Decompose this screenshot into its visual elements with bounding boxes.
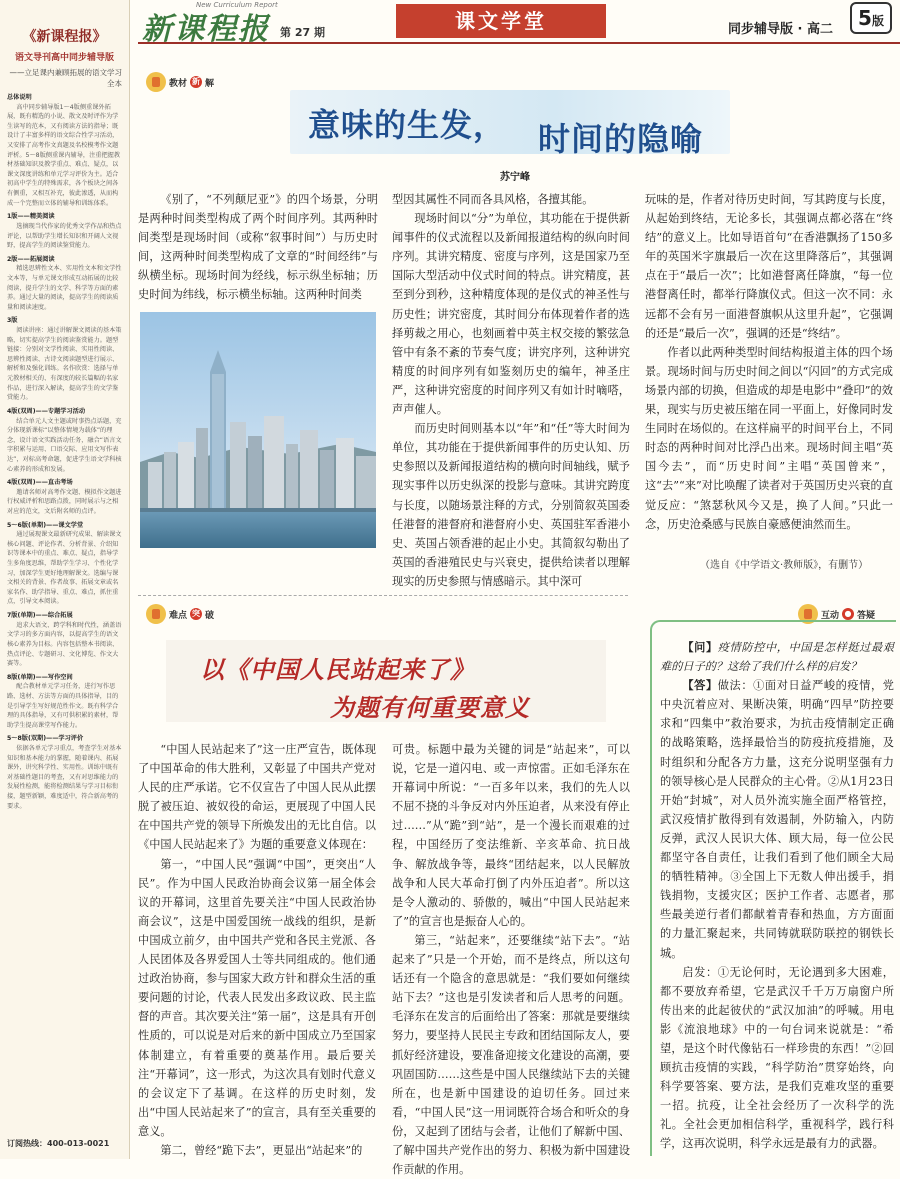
paragraph: 可贵。标题中最为关键的词是“站起来”，可以说，它是一道闪电、或一声惊雷。正如毛泽东在开幕词中所说：“一百多年以来，我们的先人以不屈不挠的斗争反对内外压迫者，从来没有停止过……”从“跪”到“站”，是一个漫长而艰难的过程，中国经历了变法维新、辛亥革命、抗日战争、解放战争等，最终“团结起来，以人民解放战争和人民大革命打倒了内外压迫者”。所以这是令人激动的、骄傲的，喊出“中国人民站起来了”的宣言也是振奋人心的。 (392, 743, 630, 928)
sidebar-section-heading: 7版(单期)——综合拓展 (7, 612, 73, 620)
paragraph: 《别了，“不列颠尼亚”》的四个场景，分明是两种时间类型构成了两个时间序列。其两种时间类型是现场时间（或称“叙事时间”）与历史时间，这两种时间类型构成了文章的“时间经纬”与纵横坐标。现场时间为经线，标示纵坐标轴；历史时间为纬线，标示横坐标轴。这两种时间类 (138, 193, 378, 302)
answer-text: 做法：①面对日益严峻的疫情，党中央沉着应对、果断决策，明确“四早”防控要求和“四集中”救治要求，为抗击疫情制定正确的战略策略，选择最恰当的防疫抗疫措施，及时组织和分配各方力量，这充分说明坚强有力的领导核心是人民群众的主心骨。②从1月23日开始“封城”，对人员外流实施全面严格管控，武汉疫情扩散得到有效遏制，外防输入，内防反弹，武汉人民识大体、顾大局，每一位公民都坚守各自责任，让我们看到了他们顾全大局的牺牲精神。③全国上下无数人伸出援手，捐钱捐物，支援灾区；医护工作者、志愿者，那些最美逆行者们都献着青春和热血，方方面面的力量汇聚起来，共同铸就联防联控的钢铁长城。 (660, 679, 894, 960)
article2-tag-prefix: 难点 (169, 610, 188, 621)
inspiration-text: 启发：①无论何时，无论遇到多大困难，都不要放弃希望，它是武汉千千万万扇窗户所传出来的此起彼伏的“武汉加油”的呼喊。用电影《流浪地球》中的一句台词来说就是：“希望，是这个时代像钻石一样珍贵的东西！”②回顾抗击疫情的实践，“科学防治”贯穿始终，向科学要答案、要方法，是我们克难攻坚的重要一招。抗疫，让全社会经历了一次科学的洗礼。全社会更加相信科学，重视科学，践行科学，这再次说明，科学永远是最有力的武器。 (660, 965, 894, 1151)
sidebar-section-heading: 5～8版(双期)——学习评价 (7, 735, 84, 743)
paragraph: “中国人民站起来了”这一庄严宣告，既体现了中国革命的伟大胜利，又彰显了中国共产党对人民的庄严承诺。它不仅宣告了中国人民从此摆脱了被压迫、被奴役的命运，更展现了中国人民在中国共产党的领导下所焕发出的无比自信。以《中国人民站起来了》为题的重要意义体现在： (138, 743, 376, 852)
article2-title-line2: 为题有何重要意义 (330, 693, 530, 722)
newspaper-logo: 新课程报 (142, 12, 270, 47)
sidebar-section-heading: 1版——精美阅读 (7, 213, 55, 221)
sidebar-sections (7, 93, 122, 811)
answer-label: 【答】 (682, 678, 718, 693)
page-header (138, 0, 900, 47)
book-icon (146, 72, 166, 92)
sidebar-section-heading: 4版(双周)——直击考场 (7, 479, 73, 487)
article1-title-line1: 意味的生发， (308, 106, 507, 144)
article2-title-line1: 以《中国人民站起来了》 (200, 655, 475, 684)
article1-author: 苏宁峰 (500, 172, 530, 183)
qa-tag-prefix: 互动 (821, 610, 840, 621)
hong-kong-skyline-photo (140, 312, 376, 548)
paragraph: 玩味的是，作者对待历史时间，写其跨度与长度，从起始到终结，无论多长，其强调点都必落在“终结”的意义上。比如导语首句“在香港飘扬了150多年的英国米字旗最后一次在这里降落后”，其强调点在于“最后一次”；比如港督离任降旗，“每一位港督离任时，都举行降旗仪式。但这一次不同：永远都不会有另一面港督旗帜从这里升起”，它强调的还是“最后一次”，强调的还是“终结”。 (645, 193, 893, 340)
sidebar-section-text: 高中同步辅导版1～4版侧重课外拓展，既有精选的小说、散文及时评作为学生读写的范本，又有阅读方法的指导；既设计了丰富多样的语文综合性学习活动，又安排了高考作文真题及名校模考作文题评析。5～8版侧重课内辅导，注重把握教材基础知识及教学重点、难点、疑点，以课文深度讲练和单元学习评价为主。适合初高中学生的特殊需求，各个板块之间各有侧重，又相互补充，彼此渗透，从而构成一个完整而立体的辅导和训练体系。 (7, 103, 121, 207)
sidebar-section-heading: 5～6版(单期)——课文学堂 (7, 521, 84, 529)
paragraph: 型因其属性不同而各具风格，各擅其能。 (392, 193, 594, 206)
sidebar-section-heading: 3版 (7, 317, 18, 325)
article2-tag-suffix: 破 (205, 610, 215, 621)
divider (138, 595, 628, 596)
pen-icon (146, 604, 166, 624)
edition-label: 同步辅导版 · 高二 (728, 22, 833, 37)
sidebar-section-heading: 8版(单期)——写作空间 (7, 673, 73, 681)
sidebar-section-text: 依据各单元学习重点，考查学生对基本知识和基本能力的掌握，随着课内、拓展课外，讲究科学性、实用性。训练中既有对基础性题目的考查，又有对思维能力的发展性检测，能将检测结果与学习目标衔接，题型新颖，难度适中，符合新高考的要求。 (7, 745, 122, 810)
sidebar (0, 0, 130, 1159)
article1-tag-em: 新 (192, 77, 201, 86)
article2-tag (146, 604, 214, 624)
sidebar-section-text: 选摘现当代作家的优秀文学作品和热点评论，以帮助学生增长知识和开阔人文视野，提高学生的阅读鉴赏能力。 (7, 222, 122, 250)
qa-tag-dot: ● (842, 608, 854, 620)
sidebar-section-text: 精选思辨性文本、实用性文本和文学性文本等，与单元课文形成互动拓展的比较阅读，提升学生的文学、科学等方面的素养。通过大量的阅读，提高学生的阅读质量和阅读速度。 (7, 265, 122, 311)
skyline-illustration (140, 312, 376, 548)
paragraph: 第二，曾经“跪下去”，更显出“站起来”的 (160, 1143, 363, 1157)
article2-column1 (138, 740, 376, 1157)
sidebar-section-text: 通过展现课文最新研究成果、解读课文核心问题、评论作者、分析背景、介绍知识等课本中的重点、难点、疑点，指导学生多角度思维，帮助学生学习、个性化学习，加深学生更好地理解课文。选编与课文相关的背景、作者故事、拓展文章或名家名作、助学指导、重点、难点，抓住重点，引导文本阅读。 (7, 531, 122, 606)
sidebar-section-heading: 4版(双周)——专题学习活动 (7, 407, 86, 415)
article1-column1 (138, 190, 378, 310)
sidebar-section-heading: 总体说明 (7, 94, 32, 101)
sidebar-section-heading: 2版——拓展阅读 (7, 255, 55, 263)
page-unit: 版 (871, 14, 884, 28)
question-text: 疫情防控中，中国是怎样挺过最艰难的日子的？这给了我们什么样的启发？ (660, 641, 894, 674)
subscription-hotline: 订阅热线：400-013-0021 (7, 1139, 110, 1148)
paragraph: 作者以此两种类型时间结构报道主体的四个场景。现场时间与历史时间之间以“闪回”的方式完成场景内部的切换，但造成的却是电影中“叠印”的效果，现实与历史被压缩在同一平面上，好像同时发生同时在场似的。在这样扁平的时间平台上，不同时态的两种时间对比浮凸出来。现场时间主唱“英国今去”，而“历史时间”主唱“英国曾来”，这“去”“来”对比唤醒了读者对于英国历史兴衰的直觉反应：“煞瑟秋风今又是，换了人间。”只此一念，历史沧桑感与民族自豪感便油然而生。 (645, 345, 893, 531)
article2-tag-em: 突 (192, 609, 201, 618)
qa-tag-suffix: 答疑 (857, 610, 876, 621)
paragraph: 第三，“站起来”，还要继续“站下去”。“站起来了”只是一个开始，而不是终点，所以这句话还有一个隐含的意思就是：“我们要如何继续站下去？”这也是引发读者和后人思考的问题。毛泽东在发言的后面给出了答案：那就是要继续努力，要坚持人民民主专政和团结国际友人，要抓好经济建设，要准备迎接文化建设的高潮，要巩固国防……这些是中国人民继续站下去的关键所在，也是新中国建设的迫切任务。回过来看，“中国人民”这一用词既符合场合和听众的身份，又起到了团结与会者，让他们了解新中国、了解中国共产党作出的努力、积极为新中国建设作贡献的作用。 (392, 933, 630, 1177)
article1-column3 (645, 190, 893, 548)
qa-content (660, 638, 894, 1154)
page-number: 5 (858, 6, 872, 30)
sidebar-section-text: 邀请名师对高考作文题、模拟作文题进行权威评析和思路点拨，同时展示与之相对应的范文，文后附名师的点评。 (7, 488, 122, 515)
article1-source: （选自《中学语文·教师版》，有删节） (700, 560, 869, 571)
sidebar-title: 《新课程报》 (22, 29, 107, 45)
page-number-badge (850, 2, 892, 34)
question-label: 【问】 (682, 640, 718, 654)
issue-number: 第 27 期 (280, 26, 325, 39)
newspaper-logo-english: New Curriculum Report (196, 1, 278, 9)
article1-column2 (392, 190, 630, 586)
sidebar-subtitle: 语文导刊高中同步辅导版 (14, 53, 114, 63)
paragraph: 而历史时间则基本以“年”和“任”等大时间为单位，其功能在于提供新闻事件的历史认知、历史参照以及新闻报道结构的横向时间轴线，赋予现实事件以历史纵深的投影与意味。其讲究跨度与长度，以随场景注释的方式，分别简叙英国委任港督的港督府和港督府小史、英国驻军香港小史、英国占领香港的起止小史。其简叙勾勒出了英国的香港殖民史与兴衰史，提供给读者以理解现实的历史参照与情感暗示。其中深可 (392, 422, 630, 588)
article2-column2 (392, 740, 630, 1177)
article1-title-line2: 时间的隐喻 (538, 120, 704, 158)
section-title: 课文学堂 (396, 4, 606, 38)
sidebar-section-text: 结合单元人文主题或时事热点话题，充分体现新课标“以整体情境为载体”的理念，设计语文实践活动任务，融合“语言文字积累与运用、口语交际、应用文写作表达”，对标高考命题，促进学生语文学科核心素养的形成和发展。 (7, 417, 122, 473)
article1-tag (146, 72, 214, 92)
article1-tag-suffix: 解 (205, 78, 215, 89)
paragraph: 第一，“中国人民”强调“中国”，更突出“人民”。作为中国人民政治协商会议第一届全体会议的开幕词，这里首先要关注“中国人民政治协商会议”，这是中国爱国统一战线的组织，是新中国成立前夕，由中国共产党和各民主党派、各人民团体及各界爱国人士等共同组成的。他们通过政治协商，参与国家大政方针和群众生活的重要问题的讨论，代表人民发出多政议政、民主监督的声音。其次要关注“第一届”，这是具有开创性质的，可以说是对后来的新中国成立乃至国家体制建立，有着重要的奠基作用。最后要关注“开幕词”，这一形式，为这次具有划时代意义的会议定下了基调。在这样的历史时刻，发出“中国人民站起来了”的宣言，具有至关重要的意义。 (138, 857, 376, 1138)
article1-tag-prefix: 教材 (169, 78, 188, 89)
sidebar-section-text: 配合教材单元学习任务，进行写作思路、选材、方法等方面的具体指导，目的是引导学生写好规范性作文。既有科学合理的具体指导，又有可供积累的素材，帮助学生提高课堂写作能力。 (7, 683, 119, 729)
sidebar-tagline: ——立足课内兼顾拓展的语文学习全本 (9, 68, 122, 88)
sidebar-section-text: 阅读讲座：通过讲解课文阅读的基本策略，切实提高学生的阅读鉴赏能力。题型链接：分别对文学性阅读、实用性阅读、思辨性阅读、古诗文阅读题型进行展示、解析和及强化训练。名作欣赏：选择与单元教材相关的、有深度的较长篇幅的名家作品，进行深入解读，提高学生的文学鉴赏能力。 (7, 327, 122, 402)
paragraph: 现场时间以“分”为单位，其功能在于提供新闻事件的仪式流程以及新闻报道结构的纵向时间序列。其讲究精度、密度与序列，这是国家乃至国际大型活动中仪式时间的特点。讲究精度，甚至到分到秒，这种精度体现的是仪式的神圣性与历史性；讲究密度，其时间分布体现着作者的选择剪裁之用心，也刻画着中英主权交接的繁弦急管中有条不紊的节奏气度；讲究序列，这种讲究精度的时间序列有如鉴刻历史的编年，神圣庄严，这种讲究密度的时间序列又有如计时嘀嗒，声声催人。 (392, 212, 630, 417)
sidebar-section-text: 追求大语文、跨学科和时代性，涵盖语文学习的多方面内容，以提高学生的语文核心素养为目标。内容包括整本书阅读、热点评论、专题研习、文化博览、作文大赛等。 (7, 621, 122, 668)
